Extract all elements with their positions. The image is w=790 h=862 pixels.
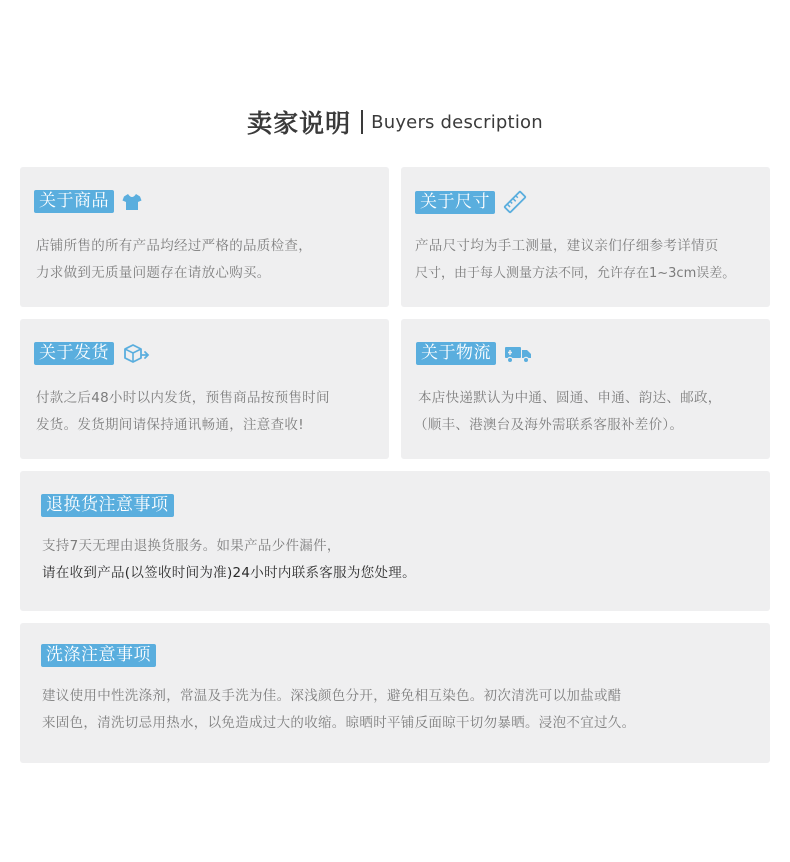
card-logistics-header bbox=[416, 342, 534, 365]
card-goods bbox=[20, 167, 389, 307]
card-logistics bbox=[401, 319, 770, 459]
card-returns-line1: 支持7天无理由退换货服务。如果产品少件漏件， bbox=[42, 538, 341, 554]
card-shipping-label: 关于发货 bbox=[34, 342, 114, 365]
card-size bbox=[401, 167, 770, 307]
card-returns bbox=[20, 471, 770, 611]
package-icon bbox=[122, 343, 150, 365]
card-goods-header bbox=[34, 190, 142, 213]
card-washing bbox=[20, 623, 770, 763]
card-returns-header bbox=[41, 494, 174, 517]
card-shipping-header bbox=[34, 342, 150, 365]
card-logistics-line1: 本店快递默认为中通、圆通、申通、韵达、邮政， bbox=[418, 390, 722, 406]
page-title bbox=[0, 104, 790, 140]
card-shipping-line1: 付款之后48小时以内发货，预售商品按预售时间 bbox=[36, 390, 330, 406]
delivery-truck-icon bbox=[504, 344, 534, 364]
card-shipping bbox=[20, 319, 389, 459]
card-washing-line2: 来固色，清洗切忌用热水，以免造成过大的收缩。晾晒时平铺反面晾干切勿暴晒。浸泡不宜过久。 bbox=[42, 715, 636, 731]
card-shipping-line2: 发货。发货期间请保持通讯畅通，注意查收! bbox=[36, 417, 304, 433]
card-washing-line1: 建议使用中性洗涤剂，常温及手洗为佳。深浅颜色分开，避免相互染色。初次清洗可以加盐或醋 bbox=[42, 688, 622, 704]
tshirt-icon bbox=[122, 193, 142, 211]
card-returns-label: 退换货注意事项 bbox=[41, 494, 174, 517]
card-washing-label: 洗涤注意事项 bbox=[41, 644, 156, 667]
card-logistics-label: 关于物流 bbox=[416, 342, 496, 365]
card-goods-line1: 店铺所售的所有产品均经过严格的品质检查， bbox=[36, 238, 312, 254]
card-size-label: 关于尺寸 bbox=[415, 191, 495, 214]
page-title-cn: 卖家说明 bbox=[247, 109, 352, 138]
ruler-icon bbox=[503, 190, 527, 214]
card-returns-line2: 请在收到产品(以签收时间为准)24小时内联系客服为您处理。 bbox=[42, 565, 416, 581]
card-logistics-line2: （顺丰、港澳台及海外需联系客服补差价）。 bbox=[414, 417, 684, 433]
page-title-en: Buyers description bbox=[371, 111, 543, 133]
card-size-line2: 尺寸，由于每人测量方法不同，允许存在1~3cm误差。 bbox=[415, 266, 736, 281]
card-goods-label: 关于商品 bbox=[34, 190, 114, 213]
card-goods-line2: 力求做到无质量问题存在请放心购买。 bbox=[36, 265, 271, 281]
card-size-header bbox=[415, 190, 527, 214]
card-washing-header bbox=[41, 644, 156, 667]
card-size-line1: 产品尺寸均为手工测量，建议亲们仔细参考详情页 bbox=[415, 238, 719, 254]
title-separator bbox=[361, 110, 363, 134]
